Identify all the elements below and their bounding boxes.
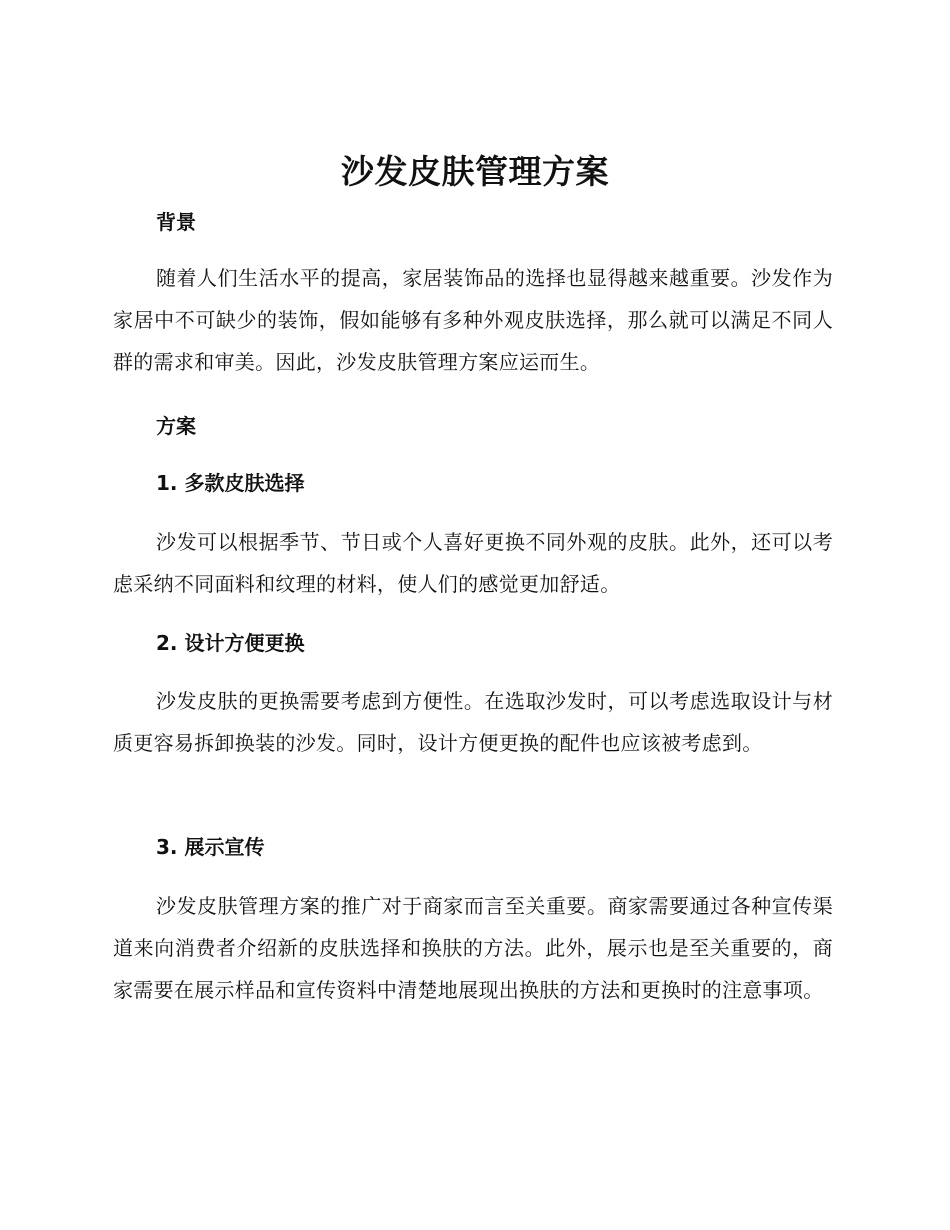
paragraph-section-3: 沙发皮肤管理方案的推广对于商家而言至关重要。商家需要通过各种宣传渠道来向消费者介绍新的皮肤选择和换肤的方法。此外，展示也是至关重要的，商家需要在展示样品和宣传资料中清楚地展现出换肤的方法和更换时的注意事项。	[113, 894, 833, 1002]
heading-plan: 方案	[156, 414, 196, 438]
heading-section-3: 3. 展示宣传	[156, 835, 265, 859]
paragraph-section-2: 沙发皮肤的更换需要考虑到方便性。在选取沙发时，可以考虑选取设计与材质更容易拆卸换装的沙发。同时，设计方便更换的配件也应该被考虑到。	[113, 689, 833, 755]
heading-section-2: 2. 设计方便更换	[156, 631, 305, 655]
paragraph-background: 随着人们生活水平的提高，家居装饰品的选择也显得越来越重要。沙发作为家居中不可缺少的装饰，假如能够有多种外观皮肤选择，那么就可以满足不同人群的需求和审美。因此，沙发皮肤管理方案应运而生。	[113, 266, 833, 374]
heading-section-1: 1. 多款皮肤选择	[156, 471, 305, 495]
paragraph-section-1: 沙发可以根据季节、节日或个人喜好更换不同外观的皮肤。此外，还可以考虑采纳不同面料和纹理的材料，使人们的感觉更加舒适。	[113, 530, 833, 596]
heading-background: 背景	[156, 210, 196, 234]
document-title: 沙发皮肤管理方案	[341, 152, 609, 191]
